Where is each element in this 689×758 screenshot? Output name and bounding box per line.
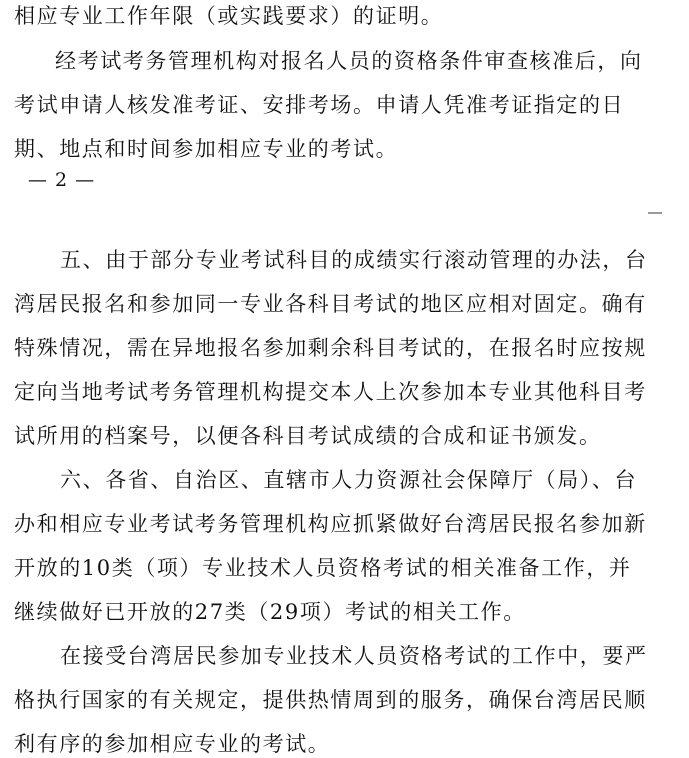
text-line-14: 在接受台湾居民参加专业技术人员资格考试的工作中，要严 <box>60 644 648 668</box>
text-line-5: 五、由于部分专业考试科目的成绩实行滚动管理的办法，台 <box>60 248 648 272</box>
text-line-7: 特殊情况，需在异地报名参加剩余科目考试的，在报名时应按规 <box>14 336 647 360</box>
text-line-11: 办和相应专业考试考务管理机构应抓紧做好台湾居民报名参加新 <box>14 512 647 536</box>
page-number: — 2 — <box>28 169 96 191</box>
text-line-6: 湾居民报名和参加同一专业各科目考试的地区应相对固定。确有 <box>14 292 647 316</box>
text-line-10: 六、各省、自治区、直辖市人力资源社会保障厅（局）、台 <box>60 468 638 492</box>
text-line-2: 经考试考务管理机构对报名人员的资格条件审查核准后，向 <box>55 49 643 73</box>
text-line-16: 利有序的参加相应专业的考试。 <box>14 732 331 756</box>
text-line-12: 开放的10类（项）专业技术人员资格考试的相关准备工作，并 <box>14 556 632 580</box>
text-line-9: 试所用的档案号，以便各科目考试成绩的合成和证书颁发。 <box>14 424 602 448</box>
text-line-1: 相应专业工作年限（或实践要求）的证明。 <box>14 4 444 28</box>
text-line-15: 格执行国家的有关规定，提供热情周到的服务，确保台湾居民顺 <box>14 688 647 712</box>
scan-speck <box>648 212 662 214</box>
text-line-3: 考试申请人核发准考证、安排考场。申请人凭准考证指定的日 <box>14 93 625 117</box>
text-line-4: 期、地点和时间参加相应专业的考试。 <box>14 137 399 161</box>
text-line-8: 定向当地考试考务管理机构提交本人上次参加本专业其他科目考 <box>14 380 647 404</box>
text-line-13: 继续做好已开放的27类（29项）考试的相关工作。 <box>14 600 526 624</box>
